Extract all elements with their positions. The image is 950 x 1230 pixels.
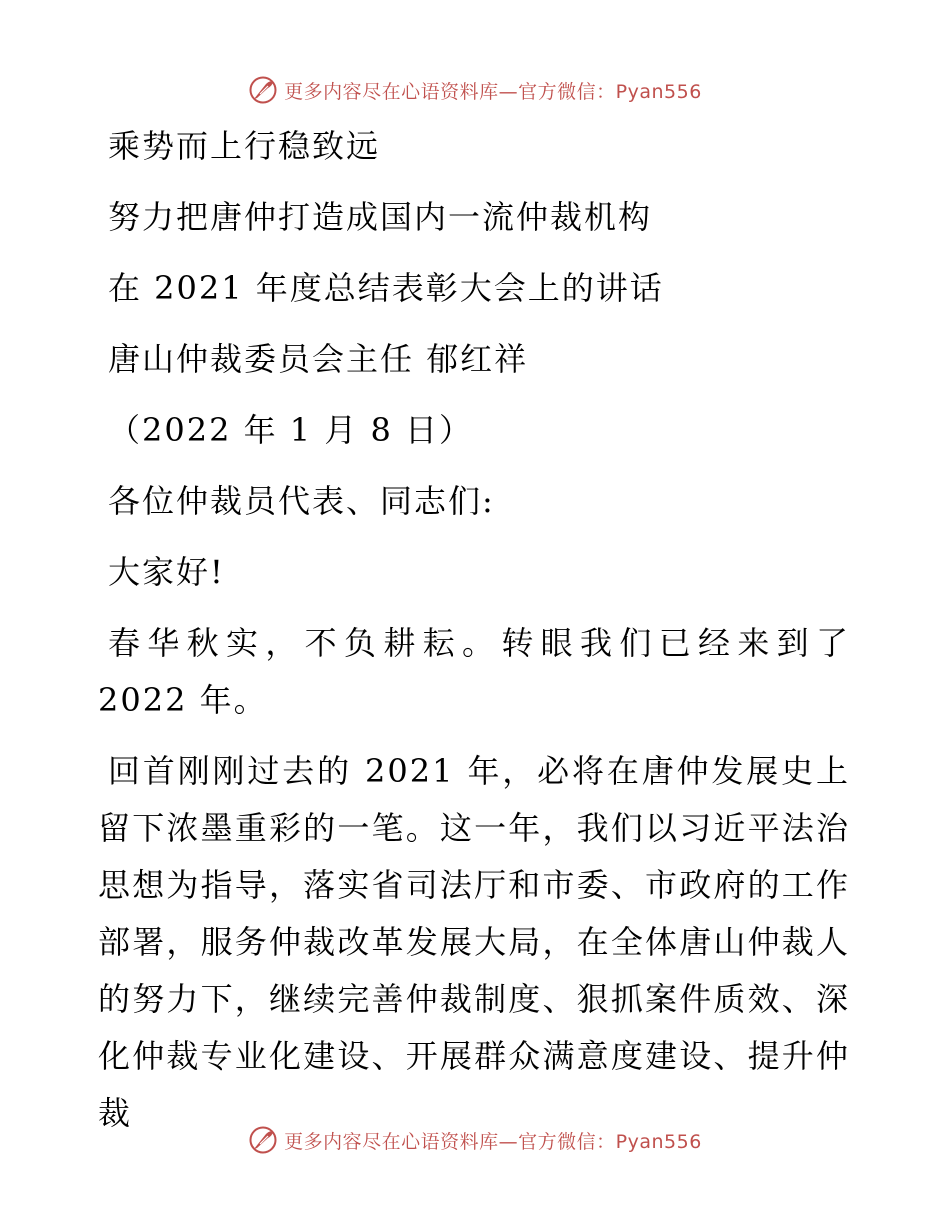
speaker-line: 唐山仲裁委员会主任 郁红祥 xyxy=(108,340,529,378)
title-line-2: 努力把唐仲打造成国内一流仲裁机构 xyxy=(108,198,653,236)
footer-watermark xyxy=(0,1122,950,1158)
body-paragraph-1: 春华秋实，不负耕耘。转眼我们已经来到了 2022 年。 xyxy=(98,624,850,719)
greeting-line: 大家好! xyxy=(108,553,225,591)
watermark-text: 更多内容尽在心语资料库—官方微信：Pyan556 xyxy=(284,80,702,103)
document-body xyxy=(98,118,850,1156)
title-line-1: 乘势而上行稳致远 xyxy=(108,127,381,165)
subtitle-line: 在 2021 年度总结表彰大会上的讲话 xyxy=(108,269,664,307)
watermark-text: 更多内容尽在心语资料库—官方微信：Pyan556 xyxy=(284,1130,702,1153)
salutation-line: 各位仲裁员代表、同志们: xyxy=(108,482,495,520)
header-watermark xyxy=(0,72,950,108)
body-paragraph-2: 回首刚刚过去的 2021 年，必将在唐仲发展史上留下浓墨重彩的一笔。这一年，我们以习近平法治思想为指导，落实省司法厅和市委、市政府的工作部署，服务仲裁改革发展大局，在全体唐山仲裁人的努力下，继续完善仲裁制度、狠抓案件质效、深化仲裁专业化建设、开展群众满意度建设、提升仲裁 xyxy=(98,752,850,1132)
date-line: （2022 年 1 月 8 日） xyxy=(108,411,474,449)
quill-pen-circle-icon xyxy=(248,1125,278,1155)
quill-pen-circle-icon xyxy=(248,75,278,105)
